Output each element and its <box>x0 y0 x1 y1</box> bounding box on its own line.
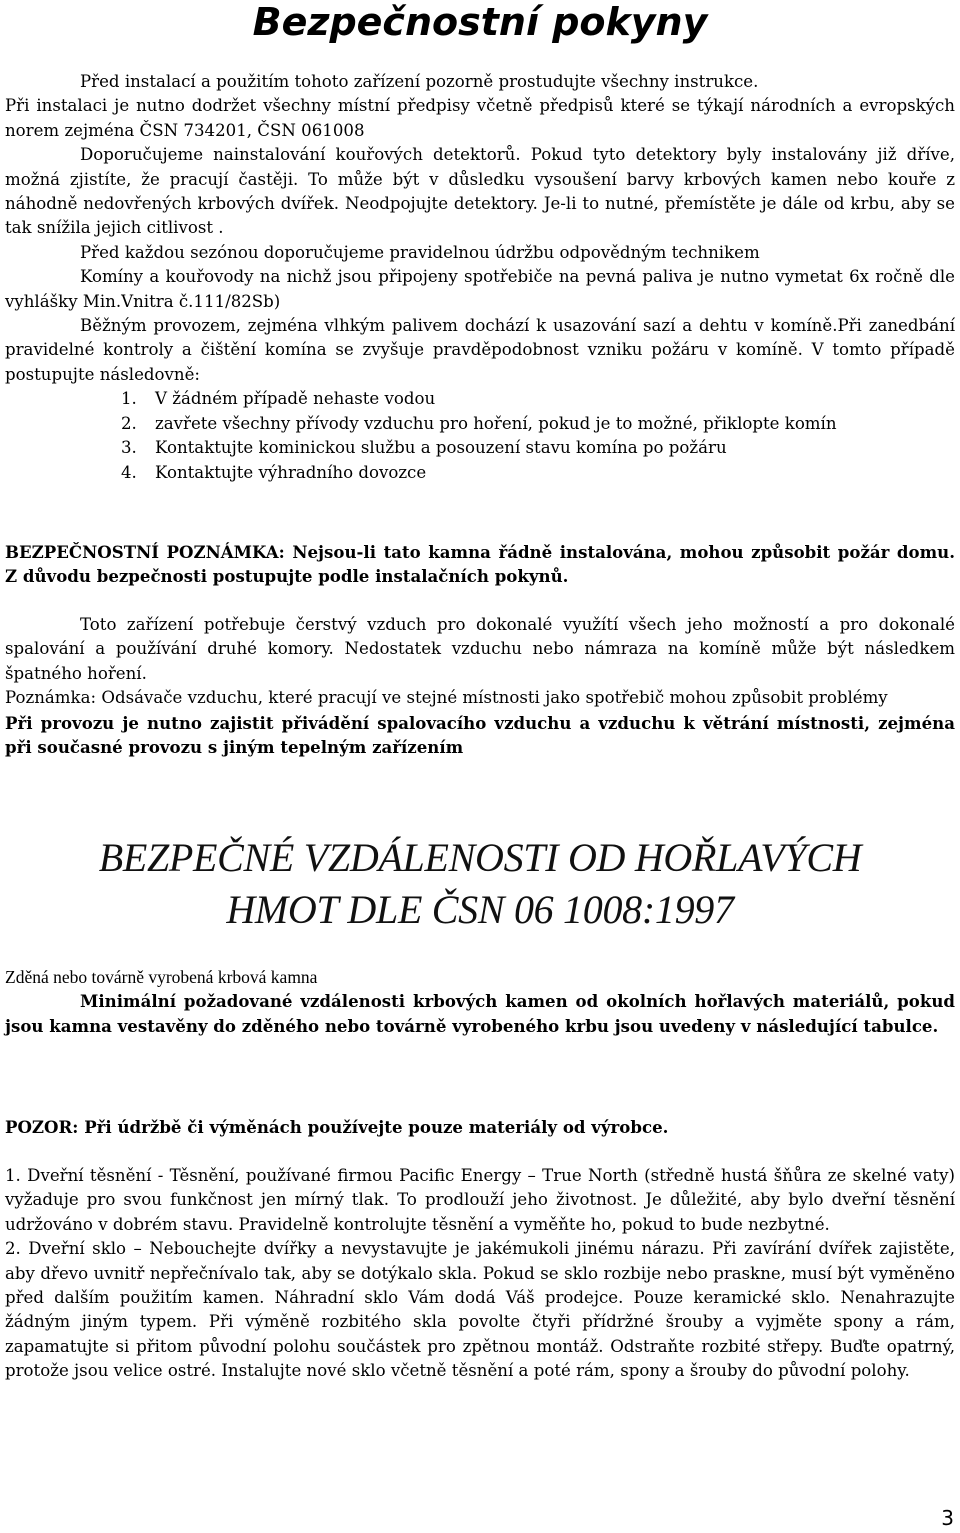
paragraph-bold: Minimální požadované vzdálenosti krbových kamen od okolních hořlavých materiálů, pokud jsou kamna vestavěny do zděného nebo továrně vyrobeného krbu jsou uvedeny v následující tabulce. <box>5 991 955 1036</box>
paragraph: 1. Dveřní těsnění - Těsnění, používané firmou Pacific Energy – True North (středně hustá šňůra ze skelné vaty) vyžaduje pro svou funkčnost jen mírný tlak. To prodlouží jeho životnost. Je důležité, aby bylo dveřní těsnění udržováno v dobrém stavu. Pravidelně kontrolujte těsnění a vyměňte ho, pokud to bude nezbytné. <box>5 1166 955 1234</box>
paragraph: Komíny a kouřovody na nichž jsou připojeny spotřebiče na pevná paliva je nutno vymetat 6x ročně dle vyhlášky Min.Vnitra č.111/82Sb) <box>5 267 955 311</box>
list-text: V žádném případě nehaste vodou <box>155 389 436 409</box>
safety-note: BEZPEČNOSTNÍ POZNÁMKA: Nejsou-li tato kamna řádně instalována, mohou způsobit požár domu. Z důvodu bezpečnosti postupujte podle instalačních pokynů. <box>5 542 955 587</box>
maintenance-section <box>5 1164 955 1384</box>
paragraph: Doporučujeme nainstalování kouřových detektorů. Pokud tyto detektory byly instalovány již dříve, možná zjistíte, že pracují častěji. To může být v důsledku vysoušení barvy krbových kamen nebo kouře z náhodně nedovřených krbových dvířek. Neodpojujte detektory. Je-li to nutné, přemístěte je dále od krbu, aby se tak snížila jejich citlivost . <box>5 145 955 238</box>
list-number: 3. <box>121 438 137 458</box>
heading-line: HMOT DLE ČSN 06 1008:1997 <box>226 887 734 932</box>
paragraph: Běžným provozem, zejména vlhkým palivem dochází k usazování sazí a dehtu v komíně.Při zanedbání pravidelné kontroly a čištění komína se zvyšuje pravděpodobnost vzniku požáru v komíně. V tomto případě postupujte následovně: <box>5 316 955 384</box>
list-number: 2. <box>121 413 137 433</box>
list-item <box>121 436 955 460</box>
list-number: 4. <box>121 462 137 482</box>
heading-line: BEZPEČNÉ VZDÁLENOSTI OD HOŘLAVÝCH <box>98 835 862 880</box>
list-text: zavřete všechny přívody vzduchu pro hoření, pokud je to možné, přiklopte komín <box>155 413 837 433</box>
chimney-fire-steps <box>5 387 955 485</box>
paragraph: Poznámka: Odsávače vzduchu, které pracují ve stejné místnosti jako spotřebič mohou způsobit problémy <box>5 688 888 708</box>
distances-section <box>5 965 955 1038</box>
list-text: Kontaktujte kominickou službu a posouzení stavu komína po požáru <box>155 438 727 458</box>
list-text: Kontaktujte výhradního dovozce <box>155 462 427 482</box>
warning-note: POZOR: Při údržbě či výměnách používejte pouze materiály od výrobce. <box>5 1117 669 1137</box>
paragraph-bold: Při provozu je nutno zajistit přivádění spalovacího vzduchu a vzduchu k větrání místnosti, zejména při současné provozu s jiným tepelným zařízením <box>5 712 955 758</box>
distances-heading <box>0 832 960 936</box>
paragraph: Při instalaci je nutno dodržet všechny místní předpisy včetně předpisů které se týkají národních a evropských norem zejména ČSN 734201, ČSN 061008 <box>5 96 955 140</box>
list-item <box>121 387 955 411</box>
page-title: Bezpečnostní pokyny <box>252 0 708 44</box>
air-supply-section <box>5 613 955 759</box>
paragraph: Před instalací a použitím tohoto zařízení pozorně prostudujte všechny instrukce. <box>80 72 759 91</box>
page-number: 3 <box>941 1506 954 1530</box>
list-number: 1. <box>121 389 137 409</box>
list-item <box>121 412 955 436</box>
safety-instructions-section <box>5 70 955 485</box>
paragraph: 2. Dveřní sklo – Nebouchejte dvířky a nevystavujte je jakémukoli jinému nárazu. Při zavírání dvířek zajistěte, aby dřevo uvnitř nepřečnívalo tak, aby se dotýkalo skla. Pokud se sklo rozbije nebo praskne, musí být vyměněno před dalším použitím kamen. Náhradní sklo Vám dodá Váš prodejce. Pouze keramické sklo. Nenahrazujte žádným jiným typem. Při výměně rozbitého skla povolte čtyři přídržné šrouby a vyjměte spony a rám, zapamatujte si přitom původní polohu součástek pro zpětnou montáž. Odstraňte rozbité střepy. Buďte opatrný, protože jsou velice ostré. Instalujte nové sklo včetně těsnění a poté rám, spony a šrouby do původní polohy. <box>5 1239 955 1381</box>
paragraph: Před každou sezónou doporučujeme pravidelnou údržbu odpovědným technikem <box>80 242 760 262</box>
list-item <box>121 461 955 485</box>
paragraph: Toto zařízení potřebuje čerstvý vzduch pro dokonalé využítí všech jeho možností a pro dokonalé spalování a používání druhé komory. Nedostatek vzduchu nebo námraza na komíně může být následkem špatného hoření. <box>5 615 955 683</box>
subtitle: Zděná nebo továrně vyrobená krbová kamna <box>5 967 318 987</box>
